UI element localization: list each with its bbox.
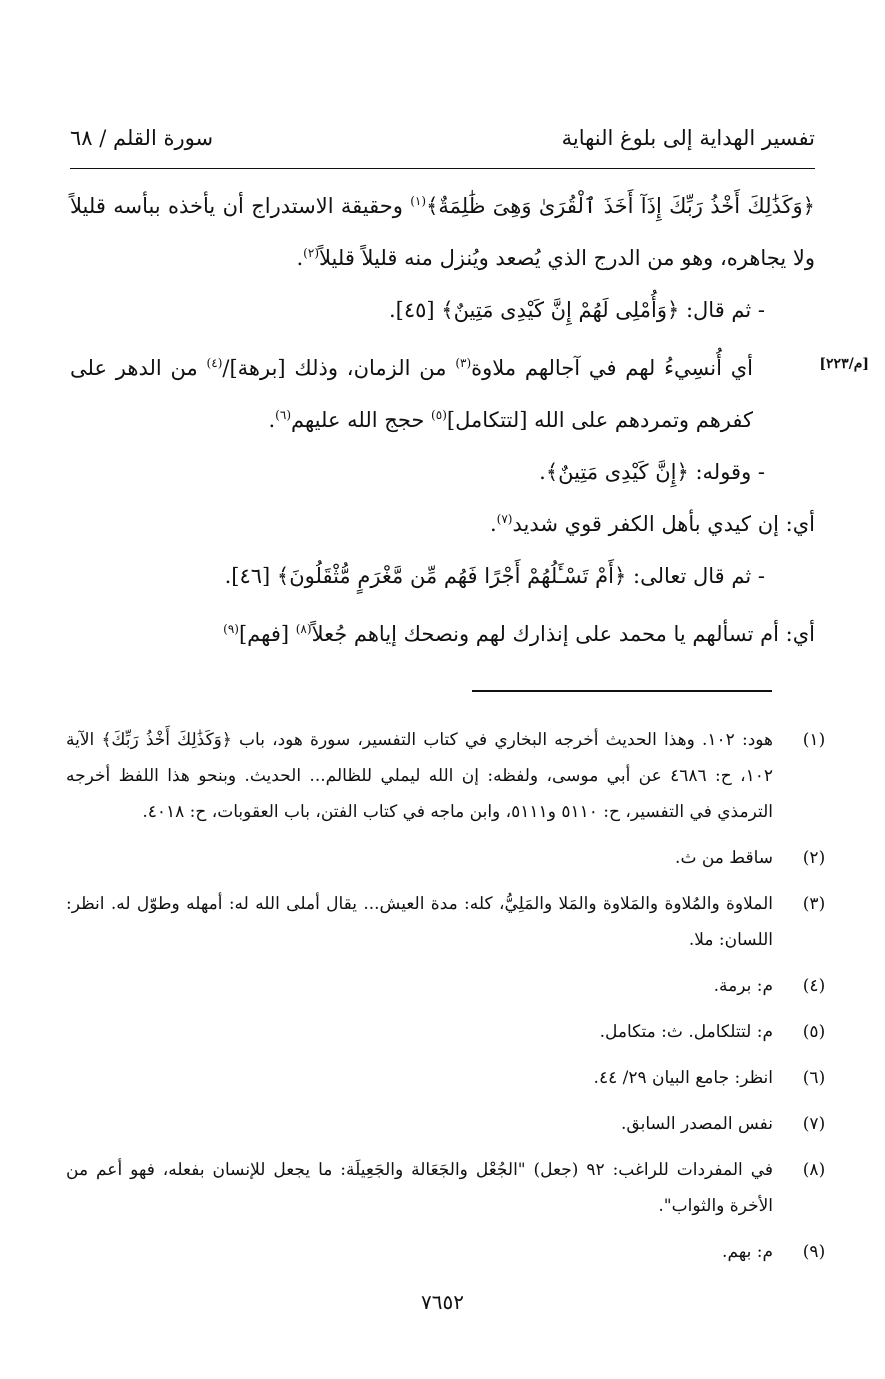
paragraph-text: أي أُنسِيءُ لهم في آجالهم ملاوة — [471, 356, 753, 380]
quran-quote: ﴿وَكَذَٰلِكَ أَخْذُ رَبِّكَ إِذَآ أَخَذَ ٱلْقُرَىٰ وَهِىَ ظَٰلِمَةٌ﴾ — [426, 194, 815, 218]
quran-quote: ﴿إِنَّ كَيْدِى مَتِينٌ﴾ — [545, 460, 689, 484]
footnote-number: (٤) — [802, 976, 826, 996]
footnote-text: انظر: جامع البيان ٢٩/ ٤٤. — [593, 1068, 773, 1088]
footnote-item — [66, 1060, 826, 1096]
quran-quote: ﴿وَكَذَٰلِكَ أَخْذُ رَبِّكَ﴾ — [101, 730, 232, 750]
paragraph-3 — [70, 342, 815, 446]
footnote-item — [66, 1152, 826, 1224]
footnote-ref: (٤) — [206, 356, 223, 370]
footnote-separator — [472, 690, 772, 692]
footnote-text: في المفردات للراغب: ٩٢ (جعل) "الجُعْل والجَعَالة والجَعِيلَة: ما يجعل للإنسان بفعله، فهو أعم من الأخرة والثواب". — [66, 1160, 773, 1216]
paragraph-text: وحقيقة الاستدراج أن يأخذه ببأسه قليلاً ولا يجاهره، وهو من الدرج الذي يُصعد ويُنزل منه قليلاً قليلاً — [70, 194, 815, 270]
footnote-item — [66, 886, 826, 958]
surah-label: سورة القلم / ٦٨ — [70, 126, 214, 150]
footnote-item — [66, 840, 826, 876]
lead-text: - ثم قال: — [679, 298, 765, 322]
book-title: تفسير الهداية إلى بلوغ النهاية — [561, 126, 815, 150]
page-number: ٧٦٥٢ — [421, 1290, 464, 1314]
footnote-ref: (٨) — [295, 622, 312, 636]
footnote-text: الملاوة والمُلاوة والمَلاوة والمَلا والمَلِيُّ، كله: مدة العيش... يقال أملى الله له: أمهله وطوّل له. انظر: اللسان: ملا. — [66, 894, 773, 950]
quran-quote: ﴿وَأُمْلِى لَهُمْ إِنَّ كَيْدِى مَتِينٌ﴾ — [441, 298, 680, 322]
paragraph-text: من الزمان، وذلك [برهة]/ — [222, 356, 456, 380]
paragraph-text: أي: إن كيدي بأهل الكفر قوي شديد — [512, 512, 815, 536]
footnote-item — [66, 722, 826, 830]
footnotes — [66, 722, 826, 1280]
paragraph-6 — [70, 550, 815, 602]
main-text — [70, 180, 815, 660]
footnote-text: هود: ١٠٢. وهذا الحديث أخرجه البخاري في كتاب التفسير، سورة هود، باب — [231, 730, 774, 750]
footnote-text: م: لتتلكامل. ث: متكامل. — [599, 1022, 773, 1042]
paragraph-4 — [70, 446, 815, 498]
lead-text: - ثم قال تعالى: — [626, 564, 765, 588]
footnote-number: (٧) — [802, 1114, 826, 1134]
footnote-ref: (٧) — [496, 512, 513, 526]
paragraph-5 — [70, 498, 815, 550]
footnote-ref: (٥) — [431, 408, 447, 422]
paragraph-7 — [70, 608, 815, 660]
punctuation: . — [539, 460, 546, 484]
verse-number: [٤٦]. — [224, 564, 277, 588]
paragraph-text: من الدهر على كفرهم وتمردهم على الله [لتتكامل] — [70, 356, 753, 432]
footnote-number: (٩) — [802, 1242, 826, 1262]
footnote-ref: (٢) — [303, 246, 319, 260]
paragraph-2 — [70, 284, 815, 336]
footnote-number: (٥) — [802, 1022, 826, 1042]
footnote-item — [66, 1106, 826, 1142]
footnote-ref: (٩) — [223, 622, 239, 636]
punctuation: . — [296, 246, 304, 270]
footnote-text: نفس المصدر السابق. — [621, 1114, 773, 1134]
quran-quote: ﴿أَمْ تَسْـَٔلُهُمْ أَجْرًا فَهُم مِّن مَّغْرَمٍ مُّثْقَلُونَ﴾ — [276, 564, 627, 588]
lead-text: - وقوله: — [688, 460, 765, 484]
footnote-ref: (٦) — [275, 408, 291, 422]
header-rule — [70, 168, 815, 169]
footnote-item — [66, 968, 826, 1004]
footnote-text: الآية ١٠٢، ح: ٤٦٨٦ عن أبي موسى، ولفظه: إن الله ليملي للظالم... الحديث. وبنحو هذا اللفظ أخرجه الترمذي في التفسير، ح: ٥١١٠ و٥١١١، وابن ماجه في كتاب الفتن، باب العقوبات، ح: ٤٠١٨. — [66, 730, 773, 822]
footnote-number: (٣) — [802, 894, 826, 914]
paragraph-text: حجج الله عليهم — [291, 408, 432, 432]
manuscript-margin-note: [م/٢٢٣] — [819, 356, 869, 372]
footnote-item — [66, 1234, 826, 1270]
verse-number: [٤٥]. — [388, 298, 442, 322]
paragraph-text: [فهم] — [238, 622, 296, 646]
footnote-number: (٦) — [802, 1068, 826, 1088]
punctuation: . — [268, 408, 276, 432]
paragraph-text: أي: أم تسألهم يا محمد على إنذارك لهم ونصحك إياهم جُعلاً — [311, 622, 815, 646]
footnote-ref: (٣) — [455, 356, 472, 370]
paragraph-1 — [70, 180, 815, 284]
footnote-number: (١) — [802, 730, 826, 750]
footnote-text: م: برمة. — [713, 976, 773, 996]
footnote-text: ساقط من ث. — [675, 848, 773, 868]
footnote-ref: (١) — [410, 194, 427, 208]
footnote-text: م: بهم. — [722, 1242, 773, 1262]
footnote-item — [66, 1014, 826, 1050]
footnote-number: (٢) — [802, 848, 826, 868]
footnote-number: (٨) — [802, 1160, 826, 1180]
punctuation: . — [489, 512, 497, 536]
running-header — [70, 120, 815, 160]
